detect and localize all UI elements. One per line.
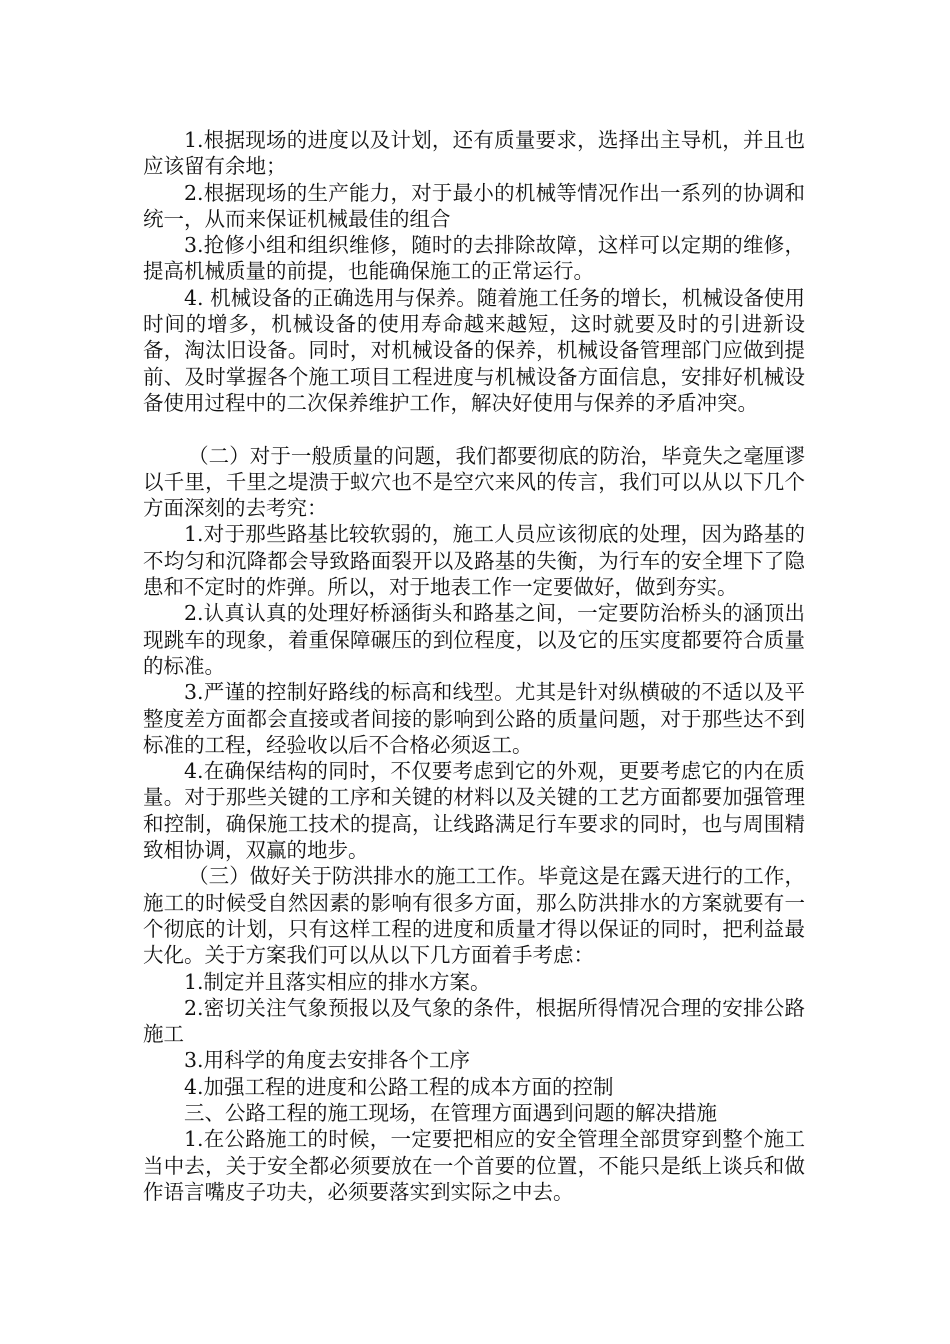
section-heading-site-management: 三、公路工程的施工现场，在管理方面遇到问题的解决措施 [184,1100,717,1125]
paragraph-spacer [143,416,805,442]
section-heading-quality: （二）对于一般质量的问题，我们都要彻底的防治，毕竟失之毫厘谬以千里，千里之堤溃于蚁穴也不是空穴来风的传言，我们可以从以下几个方面深刻的去考究： [143,443,805,521]
document-body [143,127,805,1205]
paragraph-quality-3: 3.严谨的控制好路线的标高和线型。尤其是针对纵横破的不适以及平整度差方面都会直接或者间接的影响到公路的质量问题，对于那些达不到标准的工程，经验收以后不合格必须返工。 [143,680,805,757]
paragraph-quality-2: 2.认真认真的处理好桥涵街头和路基之间，一定要防治桥头的涵顶出现跳车的现象，着重保障碾压的到位程度，以及它的压实度都要符合质量的标准。 [143,601,805,678]
paragraph-machine-3: 3.抢修小组和组织维修，随时的去排除故障，这样可以定期的维修，提高机械质量的前提，也能确保施工的正常运行。 [143,233,805,284]
paragraph-drainage-1: 1.制定并且落实相应的排水方案。 [184,969,491,994]
paragraph-machine-2: 2.根据现场的生产能力，对于最小的机械等情况作出一系列的协调和统一，从而来保证机械最佳的组合 [143,180,805,231]
section-heading-drainage: （三）做好关于防洪排水的施工工作。毕竟这是在露天进行的工作，施工的时候受自然因素的影响有很多方面，那么防洪排水的方案就要有一个彻底的计划，只有这样工程的进度和质量才得以保证的同时，把利益最大化。关于方案我们可以从以下几方面着手考虑： [143,864,805,968]
paragraph-machine-1: 1.根据现场的进度以及计划，还有质量要求，选择出主导机，并且也应该留有余地； [143,128,805,179]
paragraph-drainage-3: 3.用科学的角度去安排各个工序 [184,1048,471,1073]
paragraph-drainage-4: 4.加强工程的进度和公路工程的成本方面的控制 [184,1074,614,1099]
paragraph-machine-4: 4. 机械设备的正确选用与保养。随着施工任务的增长，机械设备使用时间的增多，机械设备的使用寿命越来越短，这时就要及时的引进新设备，淘汰旧设备。同时，对机械设备的保养，机械设备管理部门应做到提前、及时掌握各个施工项目工程进度与机械设备方面信息，安排好机械设备使用过程中的二次保养维护工作，解决好使用与保养的矛盾冲突。 [143,285,805,415]
paragraph-site-management-1: 1.在公路施工的时候，一定要把相应的安全管理全部贯穿到整个施工当中去，关于安全都必须要放在一个首要的位置，不能只是纸上谈兵和做作语言嘴皮子功夫，必须要落实到实际之中去。 [143,1127,805,1204]
paragraph-drainage-2: 2.密切关注气象预报以及气象的条件，根据所得情况合理的安排公路施工 [143,995,805,1047]
paragraph-quality-1: 1.对于那些路基比较软弱的，施工人员应该彻底的处理，因为路基的不均匀和沉降都会导致路面裂开以及路基的失衡，为行车的安全埋下了隐患和不定时的炸弹。所以，对于地表工作一定要做好，做到夯实。 [143,522,805,600]
paragraph-quality-4: 4.在确保结构的同时，不仅要考虑到它的外观，更要考虑它的内在质量。对于那些关键的工序和关键的材料以及关键的工艺方面都要加强管理和控制，确保施工技术的提高，让线路满足行车要求的同时，也与周围精致相协调，双赢的地步。 [143,759,805,863]
